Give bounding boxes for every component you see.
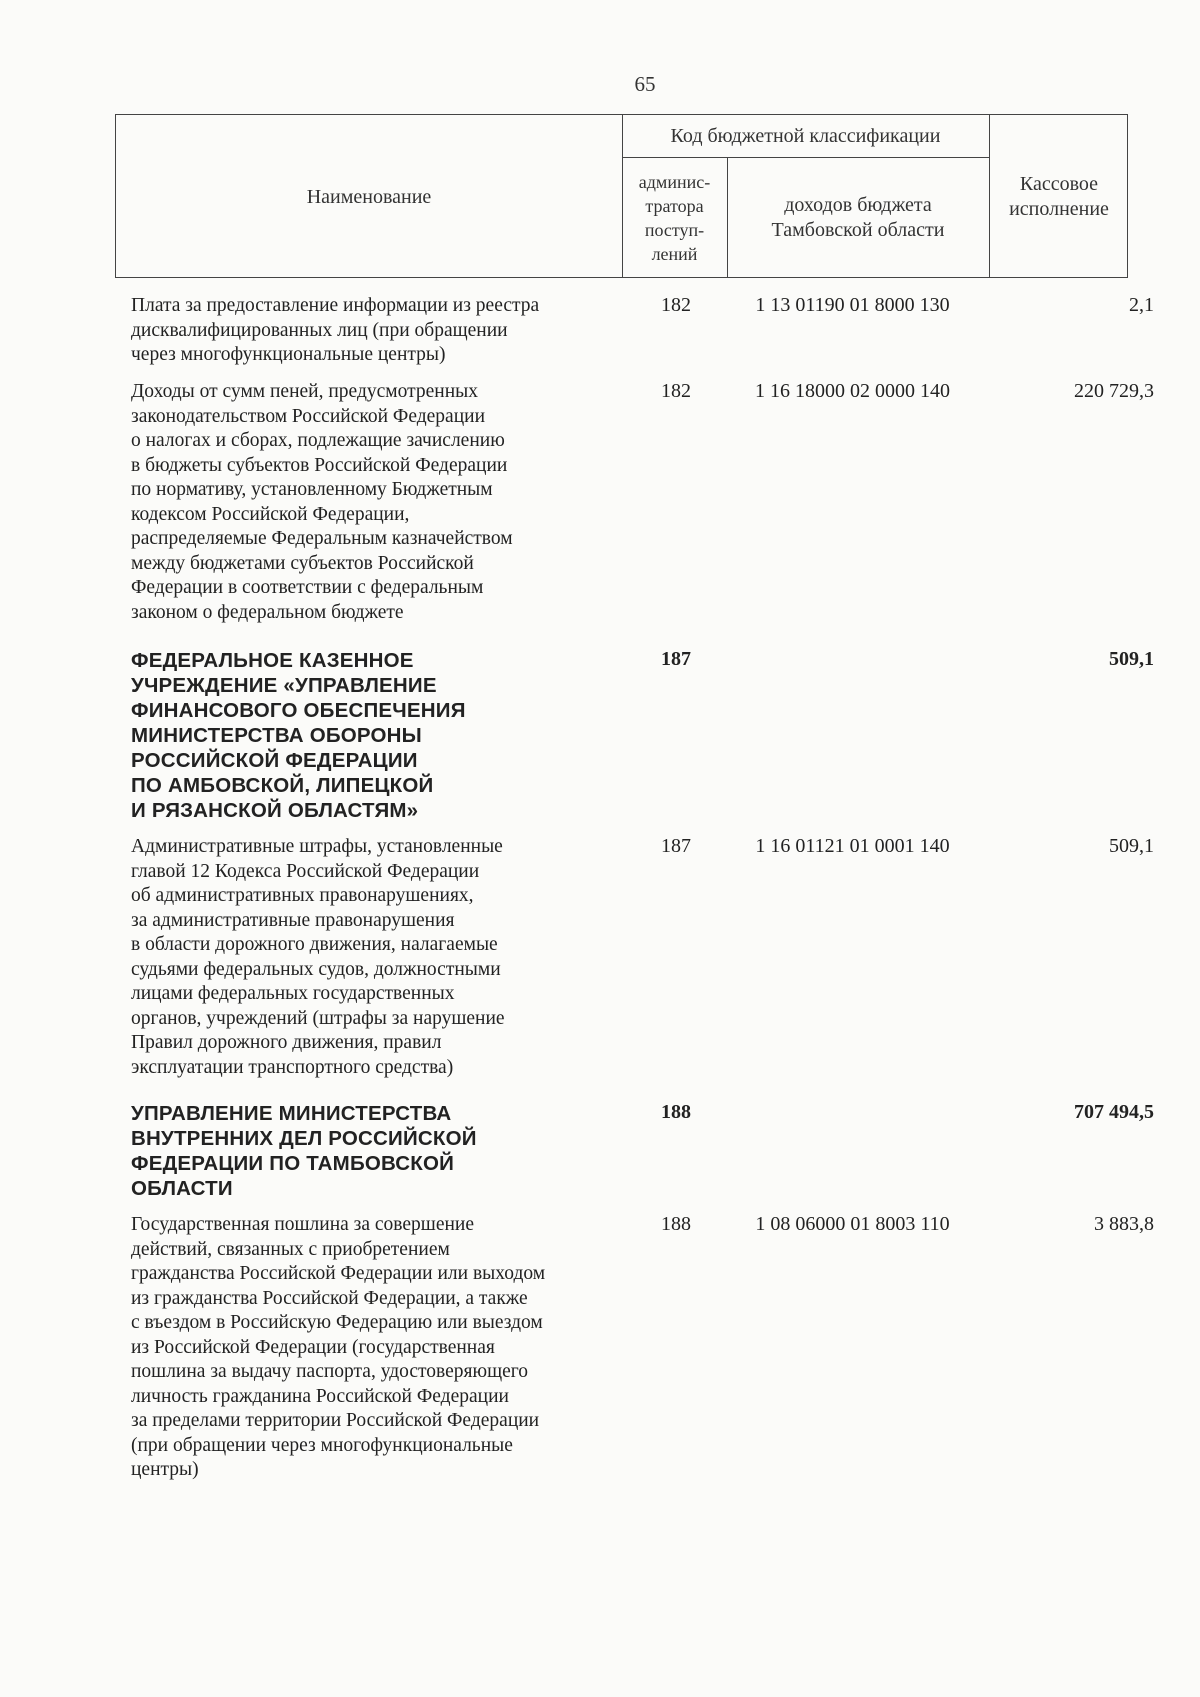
header-admin-line: лений bbox=[651, 244, 698, 264]
row-amount: 509,1 bbox=[1109, 648, 1154, 670]
row-amount: 2,1 bbox=[1129, 294, 1154, 316]
row-income-code: 1 08 06000 01 8003 110 bbox=[755, 1213, 950, 1235]
header-admin-line: тратора bbox=[645, 196, 704, 216]
row-amount: 707 494,5 bbox=[1074, 1101, 1154, 1123]
row-amount: 220 729,3 bbox=[1074, 380, 1154, 402]
header-kbk-group-cell bbox=[622, 115, 989, 157]
header-name-cell bbox=[116, 115, 622, 279]
row-admin-code: 182 bbox=[661, 380, 691, 402]
row-income-code: 1 13 01190 01 8000 130 bbox=[755, 294, 950, 316]
row-name: Государственная пошлина за совершение действий, связанных с приобретением гражданства Российской Федерации или выходом из гражданства Российской Федерации, а также с въездом в Российскую Федерацию или выездом из Российской Федерации (государственная пошлина за выдачу паспорта, удостоверяющего личность гражданина Российской Федерации за пределами территории Российской Федерации (при обращении через многофункциональные центры) bbox=[131, 1214, 546, 1480]
header-cash-line: исполнение bbox=[1009, 198, 1109, 220]
header-cash-cell bbox=[989, 115, 1129, 279]
row-name: Плата за предоставление информации из реестра дисквалифицированных лиц (при обращении через многофункциональные центры) bbox=[131, 295, 540, 365]
row-admin-code: 187 bbox=[661, 648, 691, 670]
header-admin-line: админис- bbox=[638, 172, 711, 192]
header-income-cell bbox=[727, 157, 989, 279]
row-income-code: 1 16 01121 01 0001 140 bbox=[755, 835, 950, 857]
table-header bbox=[115, 114, 1128, 278]
row-admin-code: 188 bbox=[661, 1101, 691, 1123]
row-name: Доходы от сумм пеней, предусмотренных законодательством Российской Федерации о налогах и сборах, подлежащие зачислению в бюджеты субъектов Российской Федерации по нормативу, установленному Бюджетным кодексом Российской Федерации, распределяемые Федеральным казначейством между бюджетами субъектов Российской Федерации в соответствии с федеральным законом о федеральном бюджете bbox=[131, 381, 513, 623]
header-admin-line: поступ- bbox=[644, 220, 705, 240]
header-income-line: доходов бюджета bbox=[784, 194, 932, 216]
row-admin-code: 187 bbox=[661, 835, 691, 857]
row-name: Административные штрафы, установленные главой 12 Кодекса Российской Федерации об административных правонарушениях, за административные правонарушения в области дорожного движения, налагаемые судьями федеральных судов, должностными лицами федеральных государственных органов, учреждений (штрафы за нарушение Правил дорожного движения, правил эксплуатации транспортного средства) bbox=[131, 836, 505, 1078]
row-admin-code: 188 bbox=[661, 1213, 691, 1235]
row-admin-code: 182 bbox=[661, 294, 691, 316]
header-cash-line: Кассовое bbox=[1019, 173, 1099, 195]
row-name: УПРАВЛЕНИЕ МИНИСТЕРСТВА ВНУТРЕННИХ ДЕЛ РОССИЙСКОЙ ФЕДЕРАЦИИ ПО ТАМБОВСКОЙ ОБЛАСТИ bbox=[131, 1102, 477, 1200]
row-income-code: 1 16 18000 02 0000 140 bbox=[755, 380, 950, 402]
header-admin-cell bbox=[622, 157, 727, 279]
header-kbk-group-label: Код бюджетной классификации bbox=[670, 124, 941, 147]
row-name: ФЕДЕРАЛЬНОЕ КАЗЕННОЕ УЧРЕЖДЕНИЕ «УПРАВЛЕНИЕ ФИНАНСОВОГО ОБЕСПЕЧЕНИЯ МИНИСТЕРСТВА ОБОРОНЫ РОССИЙСКОЙ ФЕДЕРАЦИИ ПО АМБОВСКОЙ, ЛИПЕЦКОЙ И РЯЗАНСКОЙ ОБЛАСТЯМ» bbox=[131, 649, 466, 822]
row-amount: 3 883,8 bbox=[1094, 1213, 1154, 1235]
header-income-line: Тамбовской области bbox=[771, 219, 945, 241]
row-amount: 509,1 bbox=[1109, 835, 1154, 857]
page-number: 65 bbox=[634, 72, 656, 96]
header-name-label: Наименование bbox=[306, 185, 432, 208]
